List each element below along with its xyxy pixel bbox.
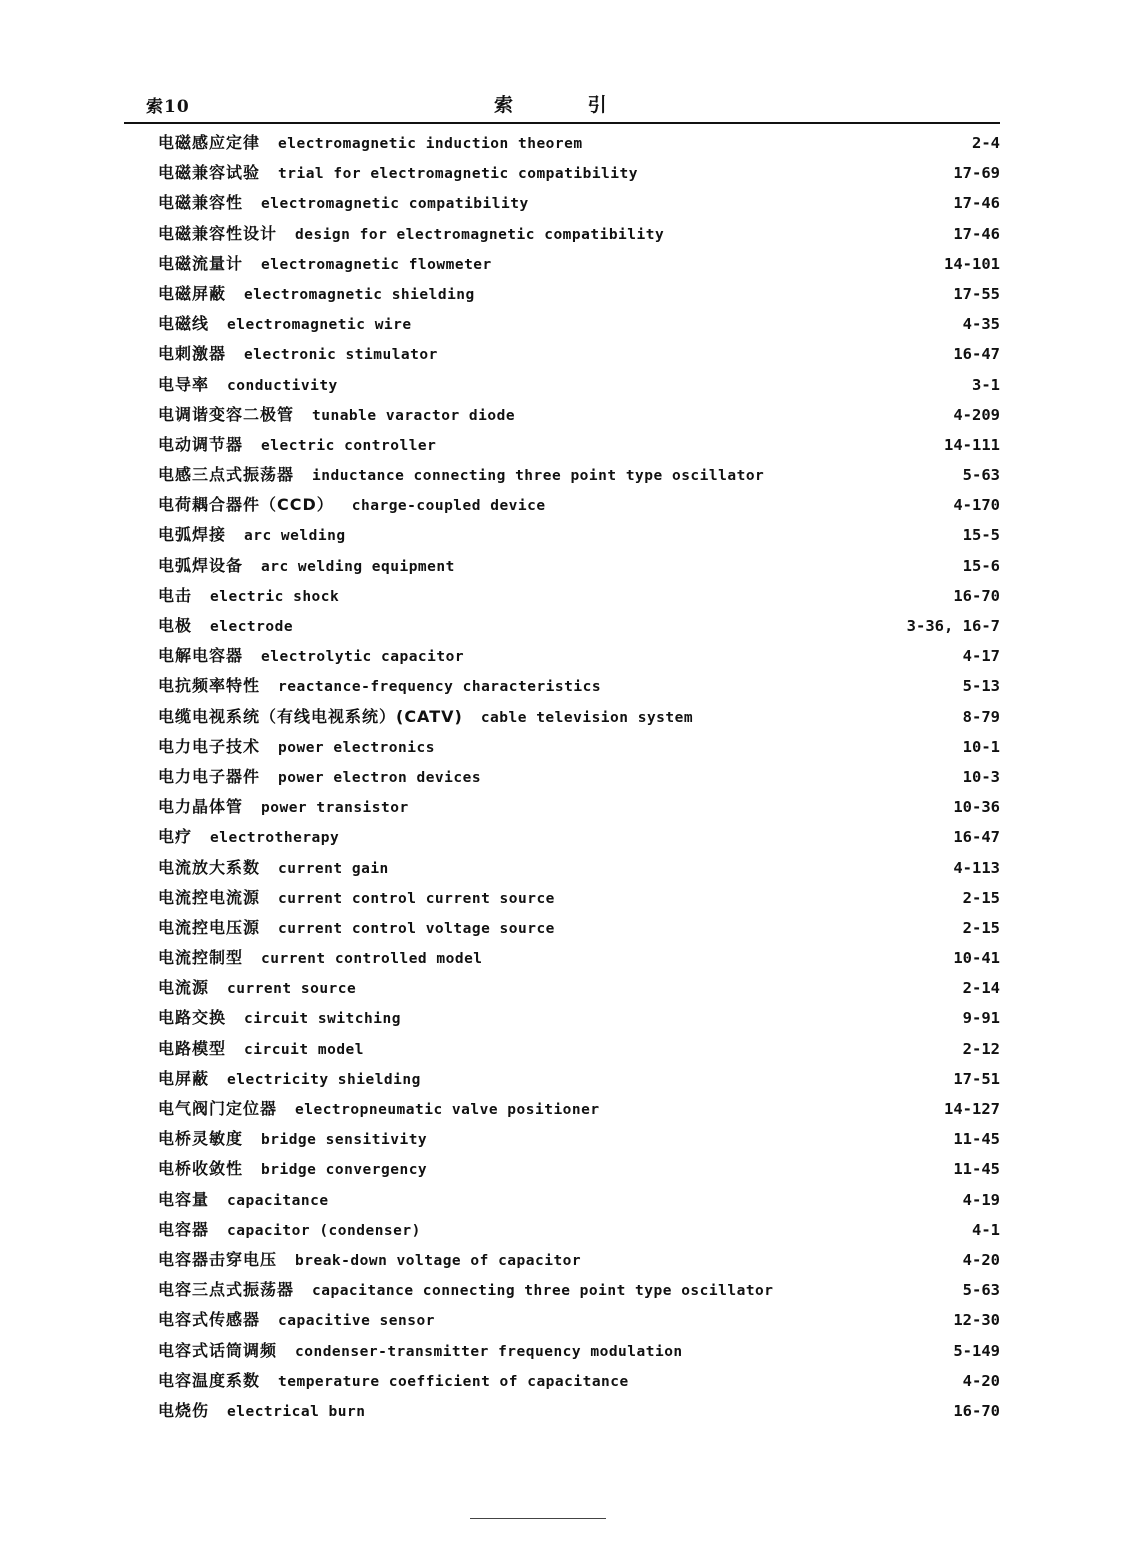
- entry-chinese-term: 电流控电压源: [158, 917, 261, 937]
- index-entry: [158, 249, 1000, 279]
- page-header: [124, 88, 996, 122]
- index-entry: [158, 943, 1000, 973]
- index-entry: [158, 1064, 1000, 1094]
- entry-english-term: inductance connecting three point type oscillator: [312, 468, 765, 485]
- index-entry: [158, 883, 1000, 913]
- index-entry: [158, 1034, 1000, 1064]
- index-entry: [158, 702, 1000, 732]
- index-entry: [158, 520, 1000, 550]
- entry-page-ref: 10-36: [953, 798, 1000, 817]
- index-entry: [158, 792, 1000, 822]
- entry-page-ref: 4-17: [962, 647, 1000, 666]
- entry-english-term: capacitance connecting three point type oscillator: [312, 1283, 774, 1300]
- entry-chinese-term: 电抗频率特性: [158, 676, 261, 696]
- header-divider: [124, 122, 1000, 124]
- entry-page-ref: 17-51: [953, 1069, 1000, 1088]
- page-title: 索 引: [494, 94, 641, 116]
- entry-english-term: conductivity: [227, 377, 338, 394]
- entry-english-term: power transistor: [261, 800, 409, 817]
- entry-chinese-term: 电容量: [158, 1189, 210, 1209]
- entry-chinese-term: 电荷耦合器件（CCD）: [158, 495, 334, 515]
- entry-english-term: design for electromagnetic compatibility: [295, 226, 665, 243]
- entry-english-term: current controlled model: [261, 951, 483, 968]
- index-entry: [158, 581, 1000, 611]
- entry-english-term: electric shock: [210, 588, 340, 605]
- entry-english-term: circuit model: [244, 1041, 365, 1058]
- entry-chinese-term: 电气阀门定位器: [158, 1099, 278, 1118]
- entry-chinese-term: 电容温度系数: [158, 1370, 261, 1390]
- entry-chinese-term: 电解电容器: [158, 646, 244, 666]
- entry-chinese-term: 电屏蔽: [158, 1068, 210, 1088]
- entry-page-ref: 17-55: [953, 284, 1000, 303]
- entry-page-ref: 16-47: [953, 345, 1000, 364]
- entry-page-ref: 8-79: [962, 707, 1000, 726]
- index-entry: [158, 1124, 1000, 1154]
- index-entry: [158, 490, 1000, 520]
- entry-page-ref: 17-69: [953, 164, 1000, 183]
- entry-english-term: charge-coupled device: [351, 498, 546, 515]
- entry-chinese-term: 电路模型: [158, 1038, 227, 1058]
- entry-page-ref: 5-63: [962, 1281, 1000, 1300]
- entry-page-ref: 15-5: [962, 526, 1000, 545]
- index-entry: [158, 611, 1000, 641]
- entry-chinese-term: 电力电子器件: [158, 766, 261, 786]
- entry-chinese-term: 电路交换: [158, 1008, 227, 1028]
- index-entry: [158, 1094, 1000, 1124]
- entry-chinese-term: 电动调节器: [158, 434, 244, 454]
- entry-chinese-term: 电容式话筒调频: [158, 1340, 278, 1360]
- index-entry: [158, 551, 1000, 581]
- entry-chinese-term: 电流控电流源: [158, 887, 261, 907]
- entry-page-ref: 4-113: [953, 858, 1000, 877]
- entry-english-term: electric controller: [261, 437, 437, 454]
- entry-page-ref: 4-1: [972, 1220, 1000, 1239]
- entry-page-ref: 2-15: [962, 918, 1000, 937]
- index-entry: [158, 913, 1000, 943]
- entry-page-ref: 2-15: [962, 888, 1000, 907]
- entry-english-term: bridge sensitivity: [261, 1132, 428, 1149]
- entry-english-term: arc welding: [244, 528, 346, 545]
- entry-page-ref: 11-45: [953, 1160, 1000, 1179]
- entry-page-ref: 17-46: [953, 194, 1000, 213]
- entry-english-term: condenser-transmitter frequency modulation: [295, 1343, 683, 1360]
- index-entry: [158, 219, 1000, 249]
- entry-english-term: reactance-frequency characteristics: [278, 679, 602, 696]
- entry-page-ref: 4-35: [962, 315, 1000, 334]
- entry-chinese-term: 电容三点式振荡器: [158, 1280, 295, 1300]
- entry-chinese-term: 电磁兼容性设计: [158, 223, 278, 243]
- index-entry: [158, 339, 1000, 369]
- entry-english-term: electrical burn: [227, 1403, 366, 1420]
- entry-chinese-term: 电容器: [158, 1219, 210, 1239]
- entry-page-ref: 11-45: [953, 1130, 1000, 1149]
- index-entry: [158, 762, 1000, 792]
- index-entry: [158, 671, 1000, 701]
- entry-page-ref: 4-209: [953, 405, 1000, 424]
- index-entry: [158, 1336, 1000, 1366]
- entry-page-ref: 4-20: [962, 1371, 1000, 1390]
- entry-english-term: electromagnetic shielding: [244, 286, 475, 303]
- index-list: [158, 128, 1000, 1426]
- index-entry: [158, 309, 1000, 339]
- entry-english-term: electrode: [210, 619, 294, 635]
- entry-page-ref: 3-36, 16-7: [906, 617, 1000, 635]
- index-entry: [158, 822, 1000, 852]
- index-entry: [158, 1245, 1000, 1275]
- entry-chinese-term: 电力晶体管: [158, 797, 244, 817]
- entry-english-term: electrotherapy: [210, 830, 340, 847]
- entry-english-term: power electronics: [278, 739, 435, 756]
- entry-english-term: current source: [227, 981, 357, 998]
- entry-page-ref: 15-6: [962, 556, 1000, 575]
- entry-page-ref: 4-170: [953, 496, 1000, 515]
- entry-chinese-term: 电磁流量计: [158, 253, 244, 273]
- index-entry: [158, 430, 1000, 460]
- index-entry: [158, 279, 1000, 309]
- entry-english-term: circuit switching: [244, 1011, 401, 1028]
- entry-page-ref: 16-70: [953, 586, 1000, 605]
- entry-chinese-term: 电磁兼容性: [158, 193, 244, 213]
- entry-chinese-term: 电极: [158, 616, 193, 635]
- entry-page-ref: 14-111: [944, 435, 1000, 454]
- index-entry: [158, 1275, 1000, 1305]
- entry-chinese-term: 电感三点式振荡器: [158, 465, 295, 485]
- index-entry: [158, 973, 1000, 1003]
- entry-page-ref: 5-63: [962, 466, 1000, 485]
- entry-english-term: electromagnetic flowmeter: [261, 256, 492, 273]
- entry-page-ref: 10-1: [962, 737, 1000, 756]
- entry-page-ref: 14-101: [944, 254, 1000, 273]
- entry-english-term: temperature coefficient of capacitance: [278, 1373, 629, 1390]
- entry-english-term: break-down voltage of capacitor: [295, 1252, 582, 1269]
- index-entry: [158, 370, 1000, 400]
- entry-english-term: capacitive sensor: [278, 1313, 435, 1330]
- entry-chinese-term: 电桥收敛性: [158, 1159, 244, 1179]
- index-entry: [158, 128, 1000, 158]
- entry-english-term: power electron devices: [278, 769, 482, 786]
- entry-english-term: electropneumatic valve positioner: [295, 1102, 600, 1118]
- index-entry: [158, 641, 1000, 671]
- entry-english-term: arc welding equipment: [261, 558, 455, 575]
- entry-chinese-term: 电缆电视系统（有线电视系统）(CATV): [158, 706, 463, 726]
- index-entry: [158, 158, 1000, 188]
- entry-page-ref: 3-1: [972, 375, 1000, 394]
- entry-chinese-term: 电弧焊接: [158, 525, 227, 545]
- entry-chinese-term: 电刺激器: [158, 344, 227, 364]
- entry-english-term: capacitor (condenser): [227, 1222, 421, 1239]
- entry-chinese-term: 电弧焊设备: [158, 555, 244, 575]
- page-number-label: 索10: [146, 97, 190, 117]
- entry-english-term: tunable varactor diode: [312, 407, 516, 424]
- entry-page-ref: 17-46: [953, 224, 1000, 243]
- entry-page-ref: 12-30: [953, 1311, 1000, 1330]
- entry-english-term: current gain: [278, 860, 389, 877]
- entry-page-ref: 2-12: [962, 1039, 1000, 1058]
- entry-english-term: bridge convergency: [261, 1162, 428, 1179]
- index-entry: [158, 460, 1000, 490]
- entry-chinese-term: 电流控制型: [158, 948, 244, 968]
- index-entry: [158, 1185, 1000, 1215]
- entry-page-ref: 2-4: [972, 134, 1000, 152]
- entry-english-term: electrolytic capacitor: [261, 649, 465, 666]
- entry-english-term: cable television system: [480, 709, 694, 726]
- entry-chinese-term: 电磁兼容试验: [158, 163, 261, 183]
- entry-chinese-term: 电烧伤: [158, 1400, 210, 1420]
- entry-page-ref: 5-149: [953, 1341, 1000, 1360]
- entry-english-term: current control current source: [278, 890, 555, 907]
- index-entry: [158, 1305, 1000, 1335]
- footer-divider: [470, 1518, 606, 1519]
- entry-page-ref: 14-127: [944, 1100, 1000, 1118]
- entry-english-term: capacitance: [227, 1192, 329, 1209]
- entry-chinese-term: 电容器击穿电压: [158, 1249, 278, 1269]
- entry-chinese-term: 电疗: [158, 827, 193, 847]
- entry-chinese-term: 电磁感应定律: [158, 133, 261, 152]
- entry-english-term: electricity shielding: [227, 1071, 421, 1088]
- entry-chinese-term: 电桥灵敏度: [158, 1129, 244, 1149]
- entry-chinese-term: 电磁线: [158, 314, 210, 334]
- entry-english-term: electronic stimulator: [244, 347, 438, 364]
- entry-english-term: electromagnetic induction theorem: [278, 136, 583, 152]
- entry-chinese-term: 电磁屏蔽: [158, 283, 227, 303]
- index-entry: [158, 1366, 1000, 1396]
- index-entry: [158, 1215, 1000, 1245]
- entry-chinese-term: 电导率: [158, 374, 210, 394]
- index-entry: [158, 732, 1000, 762]
- entry-chinese-term: 电流放大系数: [158, 857, 261, 877]
- index-entry: [158, 1154, 1000, 1184]
- entry-page-ref: 5-13: [962, 677, 1000, 696]
- entry-page-ref: 4-19: [962, 1190, 1000, 1209]
- entry-chinese-term: 电击: [158, 585, 193, 605]
- entry-english-term: electromagnetic wire: [227, 317, 412, 334]
- entry-chinese-term: 电力电子技术: [158, 736, 261, 756]
- entry-page-ref: 10-3: [962, 767, 1000, 786]
- entry-page-ref: 10-41: [953, 949, 1000, 968]
- entry-page-ref: 9-91: [962, 1009, 1000, 1028]
- entry-english-term: current control voltage source: [278, 920, 555, 937]
- entry-page-ref: 2-14: [962, 979, 1000, 998]
- index-entry: [158, 1003, 1000, 1033]
- index-entry: [158, 400, 1000, 430]
- entry-english-term: trial for electromagnetic compatibility: [278, 166, 638, 183]
- entry-chinese-term: 电调谐变容二极管: [158, 404, 295, 424]
- index-entry: [158, 853, 1000, 883]
- entry-page-ref: 16-70: [953, 1401, 1000, 1420]
- index-entry: [158, 1396, 1000, 1426]
- entry-page-ref: 4-20: [962, 1250, 1000, 1269]
- entry-english-term: electromagnetic compatibility: [261, 196, 529, 213]
- entry-chinese-term: 电容式传感器: [158, 1310, 261, 1330]
- entry-chinese-term: 电流源: [158, 978, 210, 998]
- index-entry: [158, 188, 1000, 218]
- entry-page-ref: 16-47: [953, 828, 1000, 847]
